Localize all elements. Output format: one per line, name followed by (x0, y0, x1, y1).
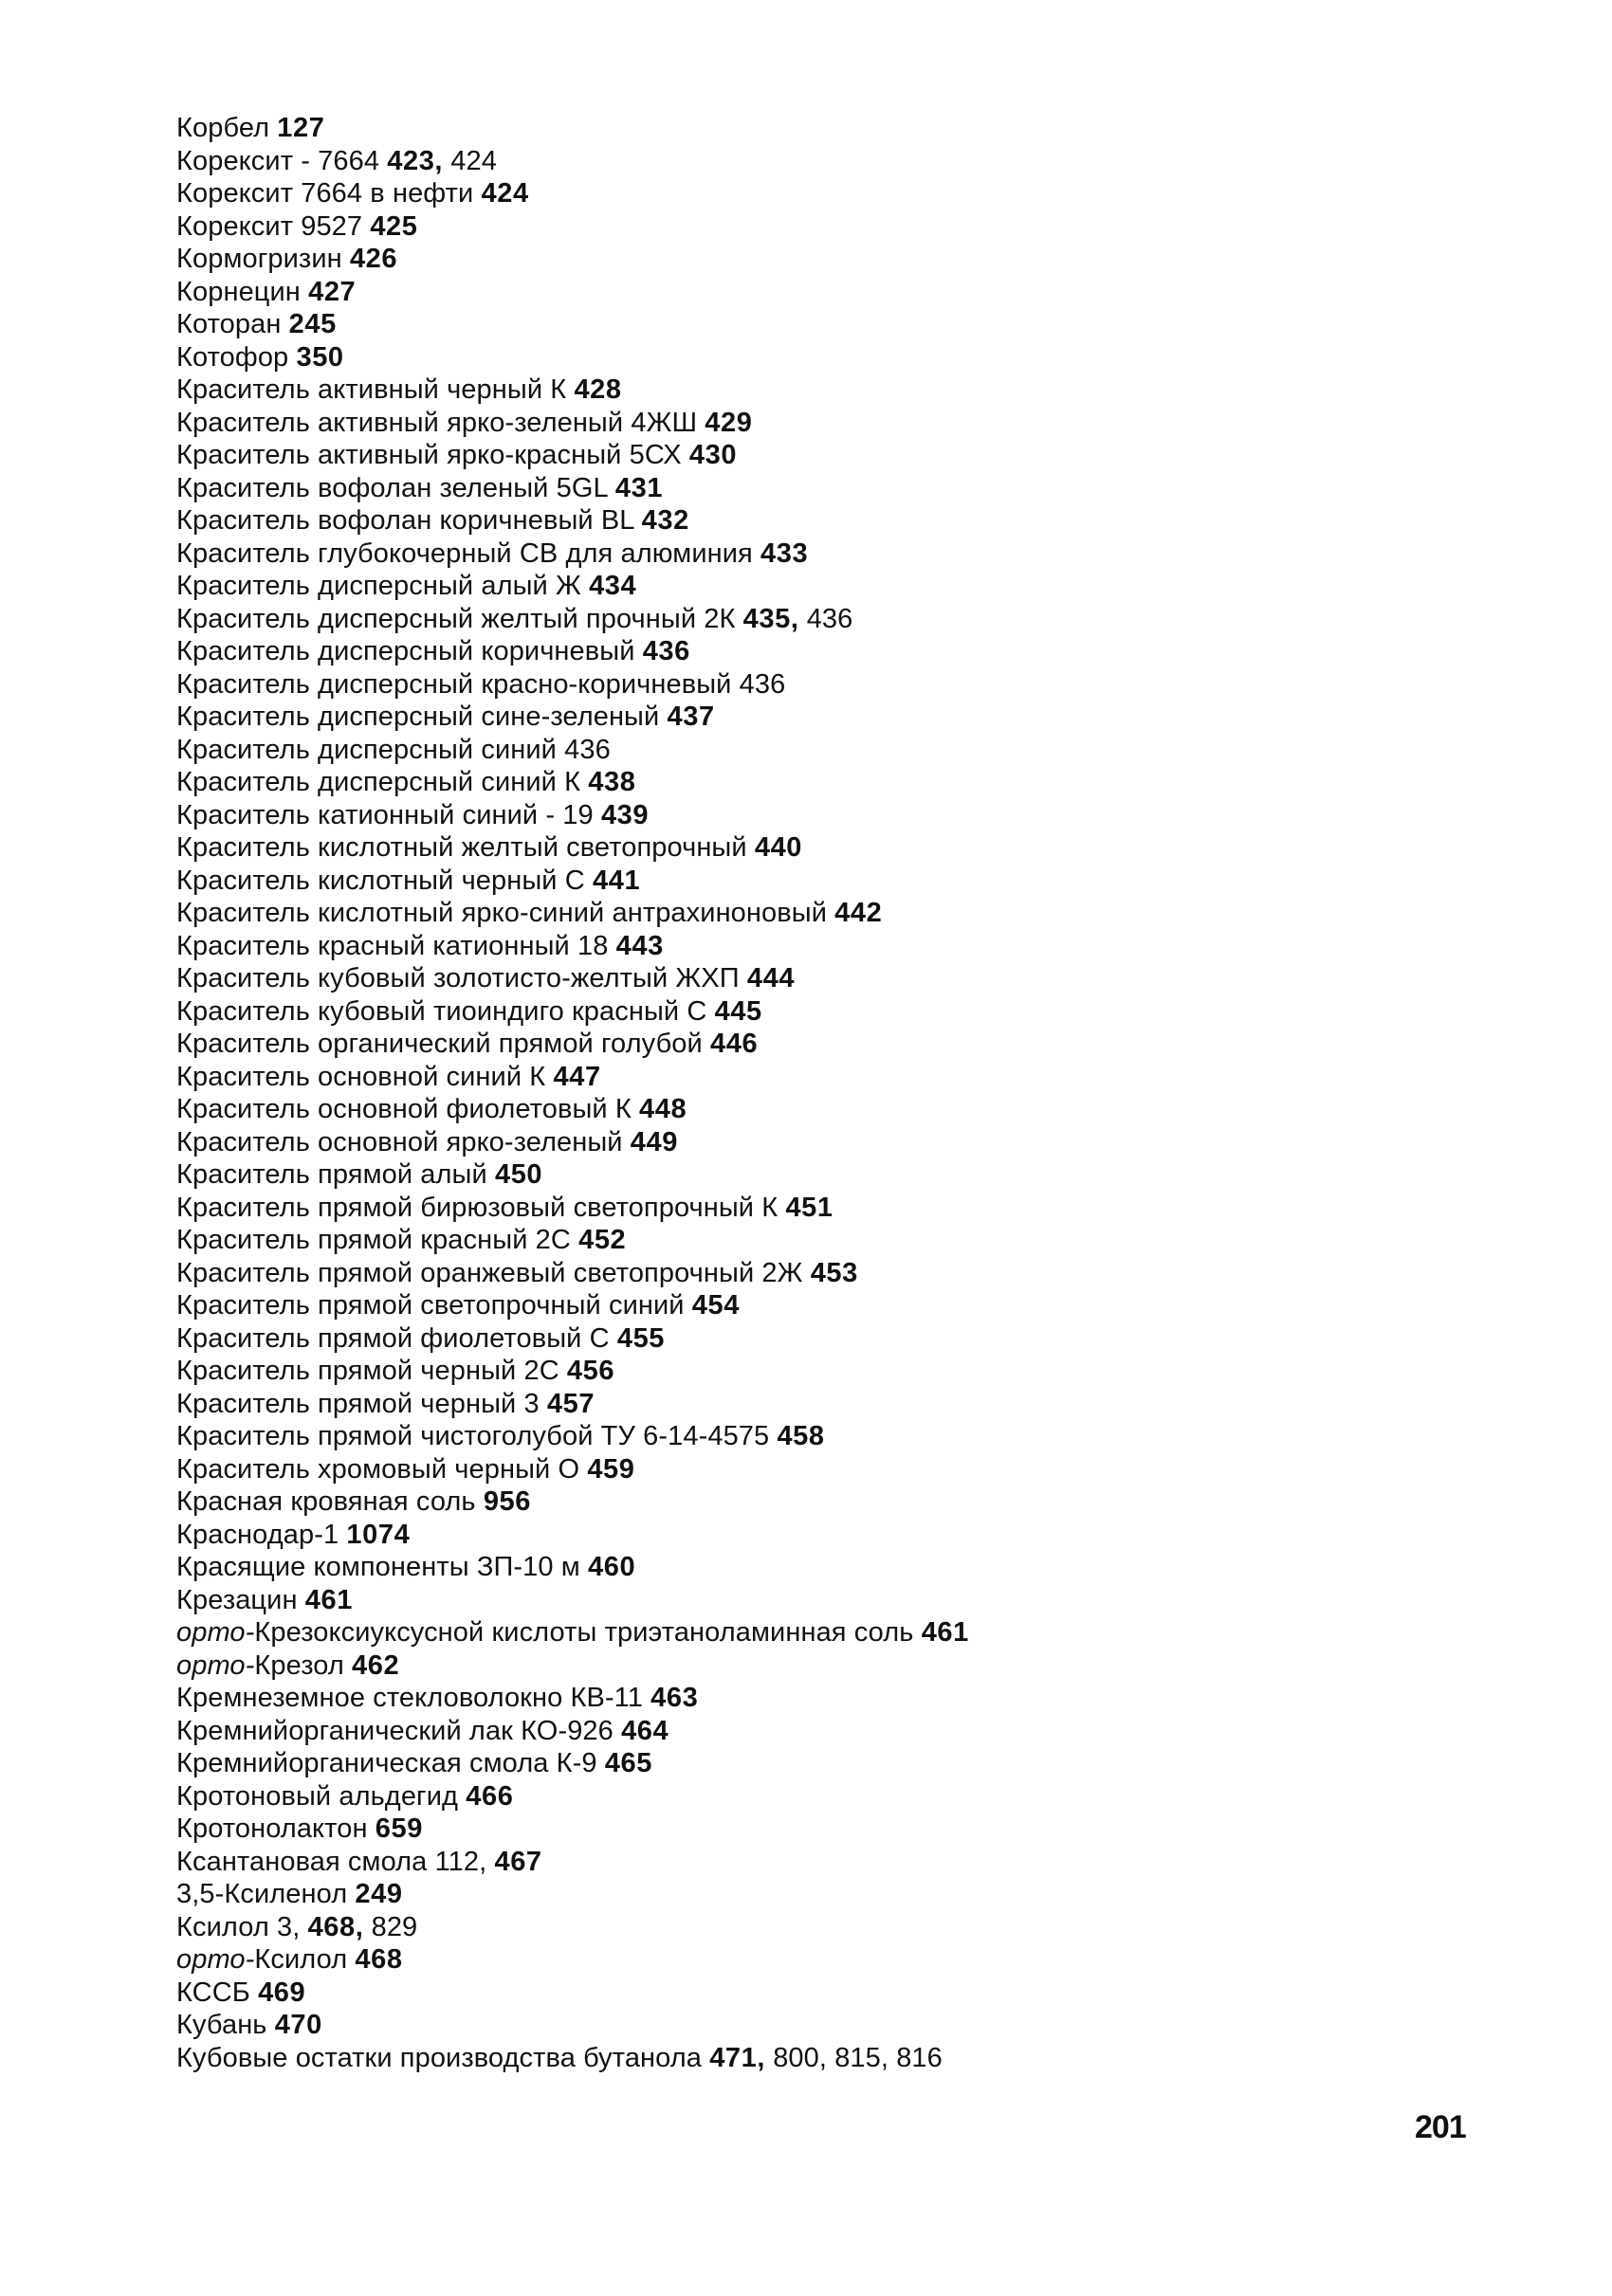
index-entry (176, 1977, 1504, 2010)
index-entry (176, 1649, 1504, 1683)
index-entry (176, 308, 1504, 341)
index-term: Краситель прямой черный 2С (176, 1356, 559, 1386)
index-entry (176, 831, 1504, 865)
index-entry (176, 865, 1504, 898)
page-ref-primary: 427 (308, 276, 357, 307)
index-term: КССБ (176, 1977, 250, 2008)
index-term: Краситель дисперсный сине-зеленый (176, 702, 660, 732)
index-entry (176, 1158, 1504, 1192)
index-term: Краснодар-1 (176, 1519, 339, 1550)
index-term: Корнецин (176, 276, 301, 307)
index-term: Кубовые остатки производства бутанола (176, 2042, 703, 2073)
page-ref: 436 (739, 668, 786, 700)
page-ref-primary: 461 (304, 1584, 353, 1615)
index-term: Краситель активный ярко-зеленый 4ЖШ (176, 407, 698, 438)
page-ref: 424 (450, 145, 497, 176)
index-entry (176, 112, 1504, 145)
index-entry (176, 1289, 1504, 1322)
index-entry (176, 1715, 1504, 1748)
page-ref-primary: 458 (777, 1421, 825, 1451)
page-ref-primary: 445 (714, 995, 762, 1027)
page-ref-primary: 441 (592, 865, 641, 896)
page-ref-primary: 426 (349, 244, 398, 274)
page-ref-primary: 442 (834, 898, 883, 928)
index-entry (176, 1813, 1504, 1846)
index-term: Красящие компоненты ЗП-10 м (176, 1552, 580, 1582)
index-entry (176, 1224, 1504, 1257)
page-ref-primary: 456 (566, 1356, 615, 1386)
page-ref-primary: 448 (639, 1094, 687, 1124)
page-ref-primary: 249 (355, 1879, 403, 1909)
index-entry (176, 766, 1504, 799)
index-term: Краситель катионный синий - 19 (176, 799, 594, 830)
index-entry (176, 1485, 1504, 1519)
page-ref-primary: 423, (387, 145, 444, 176)
index-term: Краситель основной ярко-зеленый (176, 1126, 623, 1157)
page-ref-primary: 465 (604, 1748, 652, 1778)
page-ref-primary: 464 (621, 1715, 669, 1746)
page-ref-primary: 447 (553, 1061, 601, 1092)
index-term: Кремнеземное стекловолокно КВ-11 (176, 1683, 643, 1713)
page-ref-primary: 453 (810, 1257, 858, 1288)
index-entry (176, 145, 1504, 178)
page-ref-primary: 455 (616, 1322, 666, 1354)
index-entry (176, 930, 1504, 963)
index-entry (176, 1192, 1504, 1225)
index-entry (176, 734, 1504, 767)
page-ref-primary: 437 (667, 702, 715, 732)
index-entry (176, 1584, 1504, 1617)
page-ref-primary: 446 (710, 1029, 759, 1059)
page-ref-primary: 436 (642, 636, 690, 666)
index-entry (176, 962, 1504, 995)
index-entry (176, 1911, 1504, 1944)
index-entry (176, 341, 1504, 374)
page-ref-primary: 1074 (346, 1519, 411, 1550)
index-term: Ксантановая смола (176, 1846, 428, 1877)
index-term: Краситель дисперсный желтый прочный 2К (176, 603, 736, 634)
index-term: Краситель кубовый золотисто-желтый ЖХП (176, 963, 740, 993)
index-entry (176, 1028, 1504, 1061)
page-ref-primary: 424 (481, 178, 529, 209)
index-entry (176, 439, 1504, 472)
index-term: Краситель прямой светопрочный синий (176, 1290, 685, 1321)
index-term: Краситель вофолан коричневый BL (176, 505, 634, 536)
index-entry (176, 1453, 1504, 1486)
page-ref-primary: 463 (650, 1683, 699, 1713)
page-ref-primary: 432 (641, 505, 689, 536)
page-ref-primary: 350 (296, 341, 344, 373)
index-term: Кубань (176, 2010, 267, 2040)
page-ref-primary: 467 (494, 1846, 542, 1877)
page-ref: 436 (806, 603, 853, 634)
index-term: Краситель прямой бирюзовый светопрочный К (176, 1192, 779, 1223)
index-entry (176, 1616, 1504, 1649)
index-entry (176, 1747, 1504, 1780)
term-prefix: орто- (176, 1617, 255, 1648)
index-entry (176, 177, 1504, 210)
index-term: Краситель основной фиолетовый К (176, 1094, 632, 1124)
page-ref-primary: 459 (587, 1453, 635, 1485)
index-entry (176, 570, 1504, 603)
page-ref-primary: 438 (588, 767, 636, 797)
index-entry (176, 1322, 1504, 1356)
index-term: Крезацин (176, 1584, 298, 1615)
index-term: Краситель дисперсный алый Ж (176, 571, 581, 601)
index-entry (176, 1061, 1504, 1094)
page-ref-primary: 956 (483, 1486, 531, 1517)
index-entry (176, 1780, 1504, 1813)
page-ref-primary: 454 (691, 1290, 740, 1321)
page-ref-primary: 452 (578, 1225, 627, 1255)
index-term: Краситель прямой фиолетовый С (176, 1322, 610, 1354)
index-term: Краситель прямой чистоголубой ТУ 6-14-4575 (176, 1421, 770, 1451)
index-entry (176, 1388, 1504, 1421)
page-ref: 829 (371, 1911, 418, 1942)
page-ref-primary: 468, (307, 1911, 364, 1942)
index-entry (176, 1355, 1504, 1388)
page-ref-primary: 429 (705, 407, 753, 438)
page-ref-primary: 440 (754, 832, 803, 863)
page-number: 201 (1415, 2109, 1466, 2145)
page-ref: 436 (564, 734, 611, 765)
page-ref: Крезол (254, 1649, 344, 1681)
index-entry (176, 1126, 1504, 1159)
page-ref-primary: 470 (274, 2010, 322, 2040)
index-term: Краситель дисперсный красно-коричневый (176, 668, 732, 700)
page-ref-primary: 430 (688, 440, 738, 470)
index-term: Кротонолактон (176, 1813, 368, 1844)
index-entry (176, 504, 1504, 538)
index-entry (176, 538, 1504, 571)
page-ref: Крезоксиуксусной кислоты триэтаноламинная соль (254, 1617, 914, 1648)
index-entry (176, 1682, 1504, 1715)
page-ref-primary: 457 (546, 1388, 595, 1419)
page-ref-primary: 127 (277, 113, 325, 143)
index-entry (176, 1551, 1504, 1584)
page-ref-primary: 469 (258, 1977, 306, 2008)
page-ref-primary: 460 (588, 1552, 636, 1582)
index-entry (176, 243, 1504, 276)
index-term: Красная кровяная соль (176, 1486, 476, 1517)
index-entry (176, 1846, 1504, 1879)
index-term: Корбел (176, 113, 270, 143)
page-ref-primary: 450 (494, 1159, 543, 1190)
page-ref-primary: 471, (709, 2042, 766, 2073)
index-term: Краситель органический прямой голубой (176, 1029, 703, 1059)
page-ref-primary: 428 (574, 374, 622, 405)
index-term: Краситель вофолан зеленый 5GL (176, 472, 608, 503)
index-term: Краситель дисперсный синий К (176, 767, 581, 797)
page-ref-primary: 451 (785, 1192, 833, 1223)
index-term: Ксилол 3, (176, 1911, 301, 1942)
page-ref-primary: 444 (746, 963, 796, 993)
index-entry (176, 210, 1504, 244)
index-term: Краситель дисперсный синий (176, 734, 557, 765)
page-ref-primary: 449 (630, 1126, 678, 1157)
index-term: Краситель прямой красный 2С (176, 1225, 571, 1255)
index-term: Краситель активный ярко-красный 5СХ (176, 440, 682, 470)
index-term: Кормогризин (176, 244, 342, 274)
page-ref-primary: 461 (921, 1617, 969, 1648)
term-prefix: орто- (176, 1649, 255, 1681)
page-ref-primary: 433 (760, 538, 809, 569)
index-term: Котофор (176, 341, 289, 373)
page-ref-primary: 468 (355, 1944, 403, 1975)
index-entry (176, 472, 1504, 505)
index-term: Краситель основной синий К (176, 1061, 546, 1092)
index-entry (176, 1093, 1504, 1126)
index-term: Корексит 7664 в нефти (176, 178, 474, 209)
index-term: Кремнийорганическая смола К-9 (176, 1748, 597, 1778)
index-term: Краситель кислотный черный С (176, 865, 585, 896)
index-term: Краситель активный черный К (176, 374, 567, 405)
page-ref: Ксилол (254, 1944, 348, 1975)
index-term: Краситель кубовый тиоиндиго красный С (176, 995, 707, 1027)
index-term: Краситель кислотный ярко-синий антрахиноновый (176, 898, 827, 928)
index-entry (176, 374, 1504, 407)
index-entry (176, 1519, 1504, 1552)
index-term: Корексит - 7664 (176, 145, 380, 176)
page-ref-primary: 245 (288, 309, 337, 339)
index-entry (176, 635, 1504, 668)
index-term: Краситель прямой черный 3 (176, 1388, 540, 1419)
index-term: Краситель прямой оранжевый светопрочный 2Ж (176, 1257, 803, 1288)
page-ref: 112, (434, 1846, 487, 1877)
index-entry (176, 897, 1504, 930)
index-entry (176, 1420, 1504, 1453)
page-ref-primary: 443 (615, 930, 664, 961)
index-term: Кремнийорганический лак КО-926 (176, 1715, 614, 1746)
index-entry (176, 668, 1504, 702)
index-entry (176, 603, 1504, 636)
index-term: Краситель глубокочерный СВ для алюминия (176, 538, 753, 569)
index-entry (176, 1878, 1504, 1911)
page-ref-primary: 439 (600, 799, 650, 830)
page-ref-primary: 466 (466, 1780, 514, 1812)
index-term: Краситель кислотный желтый светопрочный (176, 832, 747, 863)
index-entry (176, 995, 1504, 1029)
index-entry (176, 701, 1504, 734)
page-ref-primary: 659 (375, 1813, 423, 1844)
page-ref: 800, 815, 816 (773, 2042, 943, 2073)
index-entry (176, 2009, 1504, 2042)
term-prefix: орто- (176, 1944, 255, 1975)
page-ref-primary: 434 (589, 571, 637, 601)
index-term: Краситель дисперсный коричневый (176, 636, 635, 666)
index-term: Кротоновый альдегид (176, 1780, 459, 1812)
index-entry (176, 799, 1504, 832)
index-entry (176, 2042, 1504, 2075)
index-term: Краситель хромовый черный О (176, 1453, 580, 1485)
page-ref-primary: 425 (370, 210, 418, 242)
index-term: 3,5-Ксиленол (176, 1879, 348, 1909)
index-entry (176, 1257, 1504, 1290)
index-term: Краситель красный катионный 18 (176, 930, 609, 961)
index-entry (176, 407, 1504, 440)
page-ref-primary: 431 (614, 472, 664, 503)
index-term: Которан (176, 309, 282, 339)
index-term: Корексит 9527 (176, 210, 363, 242)
index-term: Краситель прямой алый (176, 1159, 487, 1190)
page-ref-primary: 435, (742, 603, 799, 634)
index-list (176, 112, 1504, 2074)
page-ref-primary: 462 (352, 1649, 400, 1681)
index-entry (176, 1943, 1504, 1977)
index-entry (176, 276, 1504, 309)
